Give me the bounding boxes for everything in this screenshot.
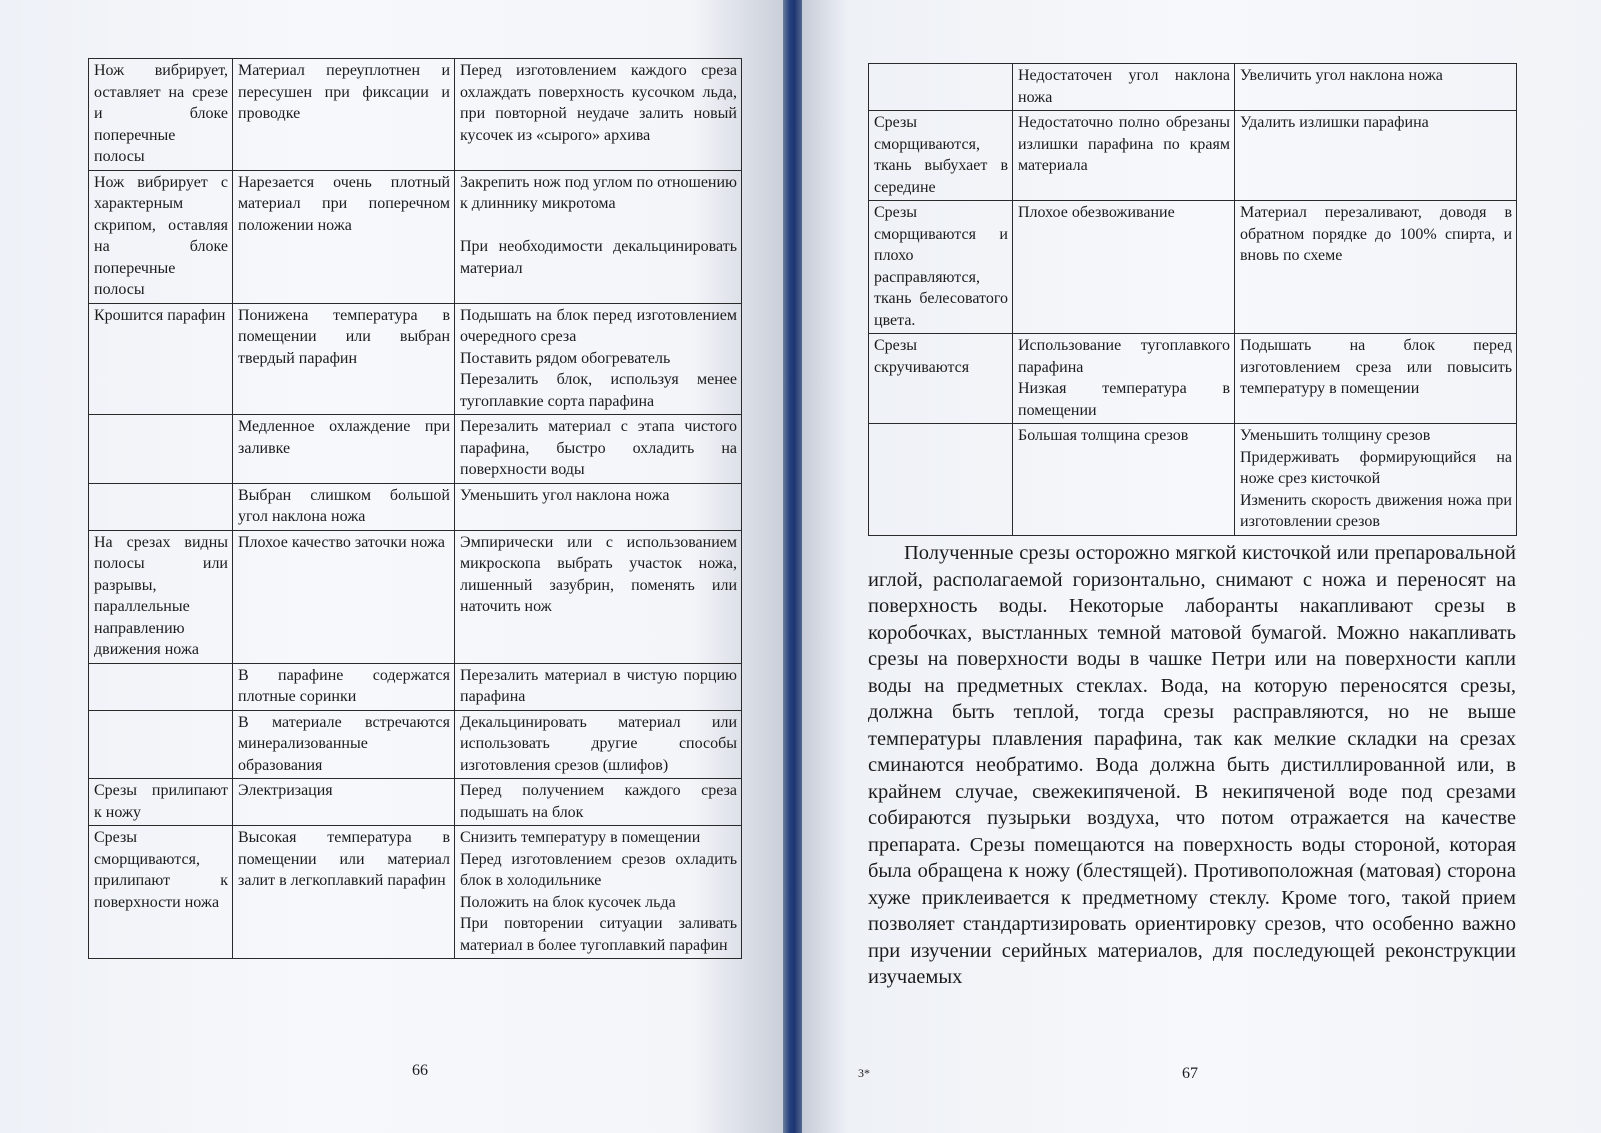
- cause-cell: Недостаточен угол наклона ножа: [1013, 64, 1235, 111]
- table-row: [89, 710, 742, 779]
- cause-cell: Электризация: [233, 779, 455, 826]
- table-row: [869, 64, 1517, 111]
- problem-cell: Срезы скручиваются: [869, 334, 1013, 424]
- problem-cell: Срезы сморщиваются, ткань выбухает в середине: [869, 111, 1013, 201]
- cause-cell: Нарезается очень плотный материал при поперечном положении ножа: [233, 170, 455, 303]
- cause-cell: Плохое обезвоживание: [1013, 201, 1235, 334]
- cause-cell: Понижена температура в помещении или выбран твердый парафин: [233, 303, 455, 415]
- cause-cell: Плохое качество заточки ножа: [233, 530, 455, 663]
- table-row: [89, 530, 742, 663]
- cause-cell: Медленное охлаждение при заливке: [233, 415, 455, 484]
- remedy-cell: Перезалить материал с этапа чистого парафина, быстро охладить на поверхности воды: [455, 415, 742, 484]
- remedy-cell: Эмпирически или с использованием микроскопа выбрать участок ножа, лишенный зазубрин, поменять или наточить нож: [455, 530, 742, 663]
- troubleshooting-table-left: [88, 58, 742, 959]
- problem-cell: Срезы сморщиваются и плохо расправляются, ткань белесоватого цвета.: [869, 201, 1013, 334]
- remedy-cell: Перезалить материал в чистую порцию парафина: [455, 663, 742, 710]
- problem-cell: Срезы сморщиваются, прилипают к поверхности ножа: [89, 826, 233, 959]
- remedy-cell: Снизить температуру в помещении Перед изготовлением срезов охладить блок в холодильнике Положить на блок кусочек льда При повторении ситуации заливать материал в более тугоплавкий парафин: [455, 826, 742, 959]
- table-row: [89, 303, 742, 415]
- remedy-cell: Удалить излишки парафина: [1235, 111, 1517, 201]
- problem-cell: Нож вибрирует с характерным скрипом, оставляя на блоке поперечные полосы: [89, 170, 233, 303]
- problem-cell: [89, 483, 233, 530]
- table-row: [89, 483, 742, 530]
- remedy-cell: Перед получением каждого среза подышать на блок: [455, 779, 742, 826]
- table-row: [869, 111, 1517, 201]
- cause-cell: Выбран слишком большой угол наклона ножа: [233, 483, 455, 530]
- table-row: [89, 663, 742, 710]
- cause-cell: Высокая температура в помещении или материал залит в легкоплавкий парафин: [233, 826, 455, 959]
- table-row: [869, 201, 1517, 334]
- problem-cell: Нож вибрирует, оставляет на срезе и блоке поперечные полосы: [89, 59, 233, 171]
- cause-cell: Недостаточно полно обрезаны излишки парафина по краям материала: [1013, 111, 1235, 201]
- remedy-cell: Материал перезаливают, доводя в обратном порядке до 100% спирта, и вновь по схеме: [1235, 201, 1517, 334]
- remedy-cell: Уменьшить угол наклона ножа: [455, 483, 742, 530]
- problem-cell: [89, 663, 233, 710]
- cause-cell: Использование тугоплавкого парафина Низкая температура в помещении: [1013, 334, 1235, 424]
- table-row: [89, 59, 742, 171]
- cause-cell: В парафине содержатся плотные соринки: [233, 663, 455, 710]
- body-text: [868, 540, 1516, 991]
- problem-cell: [89, 710, 233, 779]
- remedy-cell: Подышать на блок перед изготовлением очередного среза Поставить рядом обогреватель Перезалить блок, используя менее тугоплавкие сорта парафина: [455, 303, 742, 415]
- problem-cell: Срезы прилипают к ножу: [89, 779, 233, 826]
- problem-cell: Крошится парафин: [89, 303, 233, 415]
- table-row: [89, 170, 742, 303]
- table-row: [89, 779, 742, 826]
- problem-cell: [89, 415, 233, 484]
- remedy-cell: Увеличить угол наклона ножа: [1235, 64, 1517, 111]
- table-row: [869, 334, 1517, 424]
- remedy-cell: Уменьшить толщину срезов Придерживать формирующийся на ноже срез кисточкой Изменить скорость движения ножа при изготовлении срезов: [1235, 424, 1517, 536]
- table-row: [89, 415, 742, 484]
- cause-cell: Материал переуплотнен и пересушен при фиксации и проводке: [233, 59, 455, 171]
- page-number-right: 67: [1182, 1065, 1198, 1082]
- remedy-cell: Подышать на блок перед изготовлением среза или повысить температуру в помещении: [1235, 334, 1517, 424]
- remedy-cell: Закрепить нож под углом по отношению к длиннику микротома При необходимости декальцинировать материал: [455, 170, 742, 303]
- book-spine: [783, 0, 802, 1133]
- signature-mark: 3*: [858, 1066, 870, 1080]
- cause-cell: В материале встречаются минерализованные образования: [233, 710, 455, 779]
- troubleshooting-table-right: [868, 63, 1517, 536]
- problem-cell: [869, 64, 1013, 111]
- cause-cell: Большая толщина срезов: [1013, 424, 1235, 536]
- table-row: [869, 424, 1517, 536]
- problem-cell: [869, 424, 1013, 536]
- remedy-cell: Перед изготовлением каждого среза охлаждать поверхность кусочком льда, при повторной неудаче залить новый кусочек из «сырого» архива: [455, 59, 742, 171]
- remedy-cell: Декальцинировать материал или использовать другие способы изготовления срезов (шлифов): [455, 710, 742, 779]
- page-number-left: 66: [412, 1062, 428, 1079]
- problem-cell: На срезах видны полосы или разрывы, параллельные направлению движения ножа: [89, 530, 233, 663]
- table-row: [89, 826, 742, 959]
- paragraph: Полученные срезы осторожно мягкой кисточкой или препаровальной иглой, располагаемой горизонтально, снимают с ножа и переносят на поверхность воды. Некоторые лаборанты накапливают срезы в коробочках, выстланных темной матовой бумагой. Можно накапливать срезы на поверхности воды в чашке Петри или на поверхности капли воды на предметных стеклах. Вода, на которую переносятся срезы, должна быть теплой, тогда срезы расправляются, но не выше температуры плавления парафина, так как мелкие складки на срезах сминаются необратимо. Вода должна быть дистиллированной или, в крайнем случае, свежекипяченой. В некипяченой воде под срезами собираются пузырьки воздуха, что потом отражается на качестве препарата. Срезы помещаются на поверхность воды стороной, которая была обращена к ножу (блестящей). Противоположная (матовая) сторона хуже приклеивается к предметному стеклу. Кроме того, такой прием позволяет стандартизировать ориентировку срезов, что особенно важно при изучении серийных материалов, для последующей реконструкции изучаемых: [868, 542, 1516, 988]
